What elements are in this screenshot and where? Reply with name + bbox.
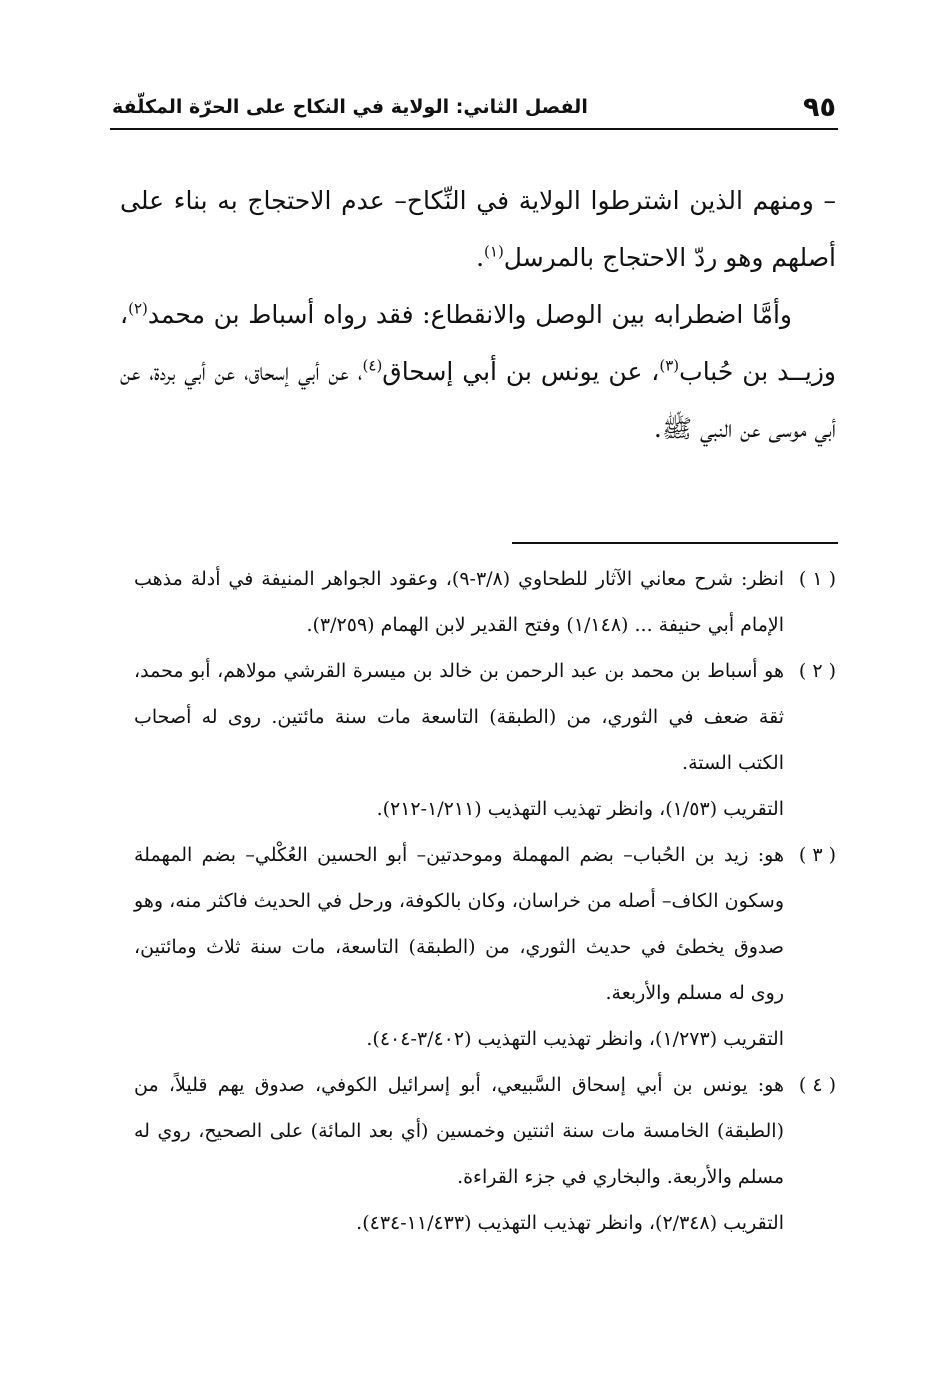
footnote-2-source: التقريب (١/٥٣)، وانظر تهذيب التهذيب (١/٢١١-٢١٢). [376, 798, 784, 820]
paragraph-2 [120, 286, 836, 457]
footnote-text: هو: يونس بن أبي إسحاق السَّبيعي، أبو إسرائيل الكوفي، صدوق يهم قليلاً، من (الطبقة) الخامسة مات سنة اثنتين وخمسين (أي بعد المائة) على الصحيح، روي له مسلم والأربعة. والبخاري في جزء القراءة. [134, 1074, 784, 1188]
footnote-3 [134, 832, 836, 1016]
page-header [110, 88, 838, 130]
paragraph-2-text-d: ، عن أبي إسحاق، عن أبي بردة، عن أبي موسى عن النبي ﷺ. [120, 357, 836, 443]
footnote-2 [134, 648, 836, 786]
footnotes [134, 556, 836, 1246]
paragraph-2-text-a: وأمَّا اضطرابه بين الوصل والانقطاع: فقد رواه أسباط بن محمد [147, 300, 792, 329]
footnote-text: هو أسباط بن محمد بن عبد الرحمن بن خالد بن ميسرة القرشي مولاهم، أبو محمد، ثقة ضعف في الثوري، من (الطبقة) التاسعة مات سنة مائتين. روى له أصحاب الكتب الستة. [134, 660, 784, 774]
footnote-text: هو: زيد بن الحُباب– بضم المهملة وموحدتين– أبو الحسين العُكْلي– بضم المهملة وسكون الكاف– أصله من خراسان، وكان بالكوفة، ورحل في الحديث فاكثر منه، وهو صدوق يخطئ في حديث الثوري، من (الطبقة) التاسعة، مات سنة ثلاث ومائتين، روى له مسلم والأربعة. [134, 844, 784, 1004]
footnote-ref-2: (٢) [128, 299, 148, 318]
page-number: ٩٥ [803, 92, 836, 123]
paragraph-1-text: – ومنهم الذين اشترطوا الولاية في النِّكاح– عدم الاحتجاج به بناء على أصلهم وهو ردّ الاحتجاج بالمرسل [120, 186, 836, 272]
footnote-1 [134, 556, 836, 648]
footnote-number: ( ٤ ) [798, 1074, 836, 1096]
paragraph-2-text-c: ، عن يونس بن أبي إسحاق [382, 357, 660, 386]
footnote-4-source: التقريب (٢/٣٤٨)، وانظر تهذيب التهذيب (١١/٤٣٣-٤٣٤). [356, 1212, 784, 1234]
footnote-number: ( ٢ ) [798, 660, 836, 682]
paragraph-1-end: . [476, 243, 485, 272]
footnote-separator [512, 542, 838, 544]
footnote-4 [134, 1062, 836, 1200]
paragraph-2-text-b: ، وزيــد بن حُباب [120, 300, 836, 386]
footnote-ref-4: (٤) [362, 356, 383, 375]
running-title: الفصل الثاني: الولاية في النكاح على الحرّة المكلّفة [112, 96, 588, 118]
footnote-text: انظر: شرح معاني الآثار للطحاوي (٣/٨-٩)، وعقود الجواهر المنيفة في أدلة مذهب الإمام أبي حنيفة ... (١/١٤٨) وفتح القدير لابن الهمام (٣/٢٥٩). [134, 568, 784, 636]
footnote-number: ( ٣ ) [798, 844, 836, 866]
footnote-number: ( ١ ) [798, 568, 836, 590]
paragraph-1 [120, 172, 836, 286]
main-text [120, 172, 836, 457]
footnote-ref-1: (١) [484, 242, 504, 261]
footnote-ref-3: (٣) [659, 356, 680, 375]
footnote-3-source: التقريب (١/٢٧٣)، وانظر تهذيب التهذيب (٣/٤٠٢-٤٠٤). [366, 1028, 784, 1050]
